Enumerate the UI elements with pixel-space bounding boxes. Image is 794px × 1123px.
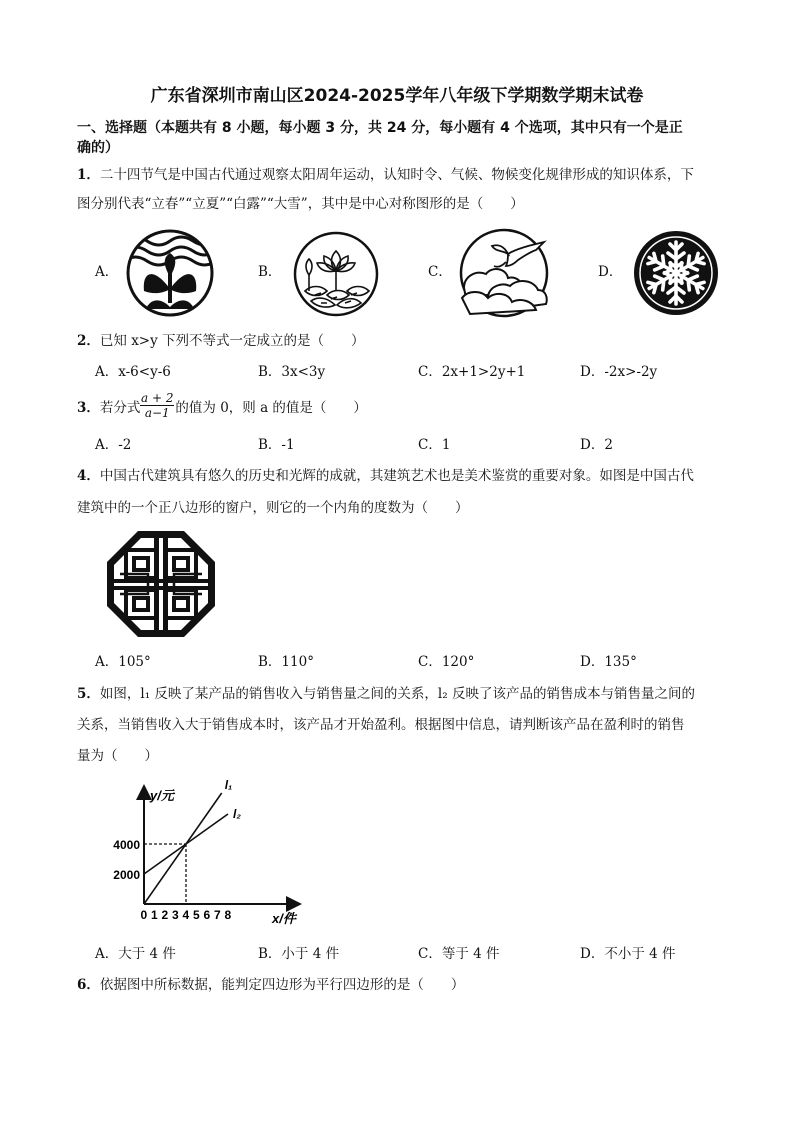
q4-option-c[interactable]: C．120° — [418, 654, 475, 670]
y-tick-label: 4000 — [113, 838, 140, 852]
q3-option-c[interactable]: C．1 — [418, 437, 451, 453]
x-tick-label: 0 — [140, 908, 148, 922]
q4-option-d[interactable]: D．135° — [580, 654, 637, 670]
section-header-line1: 一、选择题（本题共有 8 小题，每小题 3 分，共 24 分，每小题有 4 个选项，其中只有一个是正 — [77, 120, 683, 136]
question-text: 依据图中所标数据，能判定四边形为平行四边形的是（ ） — [99, 977, 465, 993]
q3-option-a[interactable]: A．-2 — [95, 437, 132, 453]
x-tick-label: 4 — [182, 908, 190, 922]
question-text: 中国古代建筑具有悠久的历史和光辉的成就，其建筑艺术也是美术鉴赏的重要对象。如图是中国古代 — [99, 468, 694, 484]
q5-option-b[interactable]: B．小于 4 件 — [258, 946, 340, 962]
question-text: 已知 x>y 下列不等式一定成立的是（ ） — [99, 333, 365, 349]
q2-option-a[interactable]: A．x-6<y-6 — [95, 364, 171, 380]
question-4-line2: 建筑中的一个正八边形的窗户，则它的一个内角的度数为（ ） — [77, 500, 469, 516]
fraction — [140, 391, 174, 420]
q5-option-a[interactable]: A．大于 4 件 — [95, 946, 176, 962]
q2-option-c[interactable]: C．2x+1>2y+1 — [418, 364, 526, 380]
snowflake-icon — [631, 228, 721, 318]
q3-option-b[interactable]: B．-1 — [258, 437, 295, 453]
question-number: 2． — [77, 333, 100, 349]
q5-option-d[interactable]: D．不小于 4 件 — [580, 946, 676, 962]
y-axis-label: y/元 — [150, 788, 174, 803]
q5-option-c[interactable]: C．等于 4 件 — [418, 946, 500, 962]
q4-option-a[interactable]: A．105° — [95, 654, 151, 670]
white-dew-icon — [458, 226, 550, 320]
q1-option-b[interactable]: B． — [258, 264, 282, 280]
question-5-line1 — [77, 684, 695, 704]
q4-option-b[interactable]: B．110° — [258, 654, 314, 670]
question-3 — [77, 398, 367, 418]
section-header-line2: 确的） — [77, 140, 119, 156]
question-text-post: 的值为 0，则 a 的值是（ ） — [175, 400, 367, 416]
x-tick-label: 2 — [161, 908, 169, 922]
x-tick-label: 1 — [151, 908, 158, 922]
q2-option-b[interactable]: B．3x<3y — [258, 364, 326, 380]
q1-option-d[interactable]: D． — [598, 264, 623, 280]
series-label-1: l₁ — [224, 778, 233, 792]
x-tick-label: 5 — [193, 908, 200, 922]
q3-option-d[interactable]: D．2 — [580, 437, 613, 453]
series-line-1 — [144, 793, 222, 904]
x-tick-label: 8 — [224, 908, 232, 922]
x-tick-label: 7 — [214, 908, 221, 922]
question-number: 3． — [77, 400, 100, 416]
question-number: 5． — [77, 686, 100, 702]
sales-line-chart — [100, 778, 320, 928]
question-1-line1 — [77, 165, 694, 185]
x-tick-label: 3 — [172, 908, 179, 922]
q2-option-d[interactable]: D．-2x>-2y — [580, 364, 658, 380]
fraction-denominator: a−1 — [144, 406, 170, 420]
page-title: 广东省深圳市南山区2024-2025学年八年级下学期数学期末试卷 — [150, 86, 644, 106]
question-text-pre: 若分式 — [99, 400, 141, 416]
question-text: 二十四节气是中国古代通过观察太阳周年运动，认知时令、气候、物候变化规律形成的知识体系，下 — [99, 167, 694, 183]
question-5-line3: 量为（ ） — [77, 748, 158, 764]
octagon-window-figure — [104, 528, 218, 640]
question-4-line1 — [77, 466, 694, 486]
fraction-numerator: a + 2 — [141, 391, 174, 405]
question-number: 4． — [77, 468, 100, 484]
x-tick-label: 6 — [203, 908, 211, 922]
y-tick-label: 2000 — [113, 868, 140, 882]
summer-lotus-icon — [291, 229, 381, 319]
question-6 — [77, 975, 464, 995]
question-number: 6． — [77, 977, 100, 993]
q1-option-a[interactable]: A． — [95, 264, 119, 280]
series-label-2: l₂ — [233, 807, 241, 821]
spring-icon — [124, 227, 216, 319]
question-1-line2: 图分别代表“立春”“立夏”“白露”“大雪”，其中是中心对称图形的是（ ） — [77, 196, 524, 212]
question-5-line2: 关系，当销售收入大于销售成本时，该产品才开始盈利。根据图中信息，请判断该产品在盈利时的销售 — [77, 717, 685, 733]
question-text: 如图，l₁ 反映了某产品的销售收入与销售量之间的关系，l₂ 反映了该产品的销售成本与销售量之间的 — [99, 686, 695, 702]
x-axis-label: x/件 — [272, 911, 296, 926]
question-number: 1． — [77, 167, 100, 183]
question-2 — [77, 331, 365, 351]
q1-option-c[interactable]: C． — [428, 264, 452, 280]
